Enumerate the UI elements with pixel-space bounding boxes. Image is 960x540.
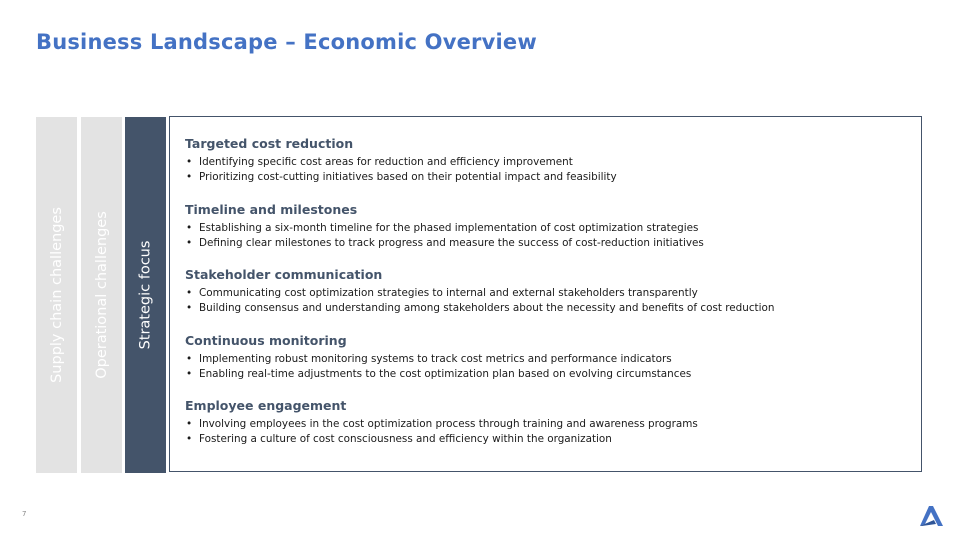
bullet-list xyxy=(185,352,911,382)
bullet-list xyxy=(185,417,911,447)
section-title: Continuous monitoring xyxy=(185,333,347,348)
section-title: Targeted cost reduction xyxy=(185,136,354,151)
section-targeted-cost-reduction xyxy=(185,136,911,185)
bullet-item: • Enabling real-time adjustments to the cost optimization plan based on evolving circumstances xyxy=(185,367,911,382)
section-timeline-and-milestones xyxy=(185,202,911,251)
bullet-item: • Identifying specific cost areas for reduction and efficiency improvement xyxy=(185,155,911,170)
bullet-list xyxy=(185,286,911,316)
tab-label: Strategic focus xyxy=(137,240,154,350)
tab-strategic-focus[interactable] xyxy=(125,117,166,473)
bullet-item: • Communicating cost optimization strategies to internal and external stakeholders transparently xyxy=(185,286,911,301)
page-number: 7 xyxy=(22,510,27,518)
section-title: Employee engagement xyxy=(185,398,347,413)
bullet-list xyxy=(185,155,911,185)
section-stakeholder-communication xyxy=(185,267,911,316)
section-title: Stakeholder communication xyxy=(185,267,383,282)
bullet-item: • Building consensus and understanding among stakeholders about the necessity and benefits of cost reduction xyxy=(185,301,911,316)
bullet-item: • Fostering a culture of cost consciousness and efficiency within the organization xyxy=(185,432,911,447)
section-continuous-monitoring xyxy=(185,333,911,382)
bullet-item: • Prioritizing cost-cutting initiatives based on their potential impact and feasibility xyxy=(185,170,911,185)
section-title: Timeline and milestones xyxy=(185,202,358,217)
bullet-item: • Establishing a six-month timeline for the phased implementation of cost optimization strategies xyxy=(185,221,911,236)
tab-operational-challenges[interactable] xyxy=(81,117,122,473)
slide-title: Business Landscape – Economic Overview xyxy=(36,30,537,54)
tab-label: Supply chain challenges xyxy=(48,207,65,383)
bullet-item: • Involving employees in the cost optimization process through training and awareness programs xyxy=(185,417,911,432)
tab-label: Operational challenges xyxy=(93,211,110,379)
section-employee-engagement xyxy=(185,398,911,447)
bullet-list xyxy=(185,221,911,251)
bullet-item: • Implementing robust monitoring systems to track cost metrics and performance indicators xyxy=(185,352,911,367)
company-logo-icon xyxy=(918,505,944,527)
bullet-item: • Defining clear milestones to track progress and measure the success of cost-reduction initiatives xyxy=(185,236,911,251)
tab-supply-chain-challenges[interactable] xyxy=(36,117,77,473)
content-panel xyxy=(169,116,922,472)
